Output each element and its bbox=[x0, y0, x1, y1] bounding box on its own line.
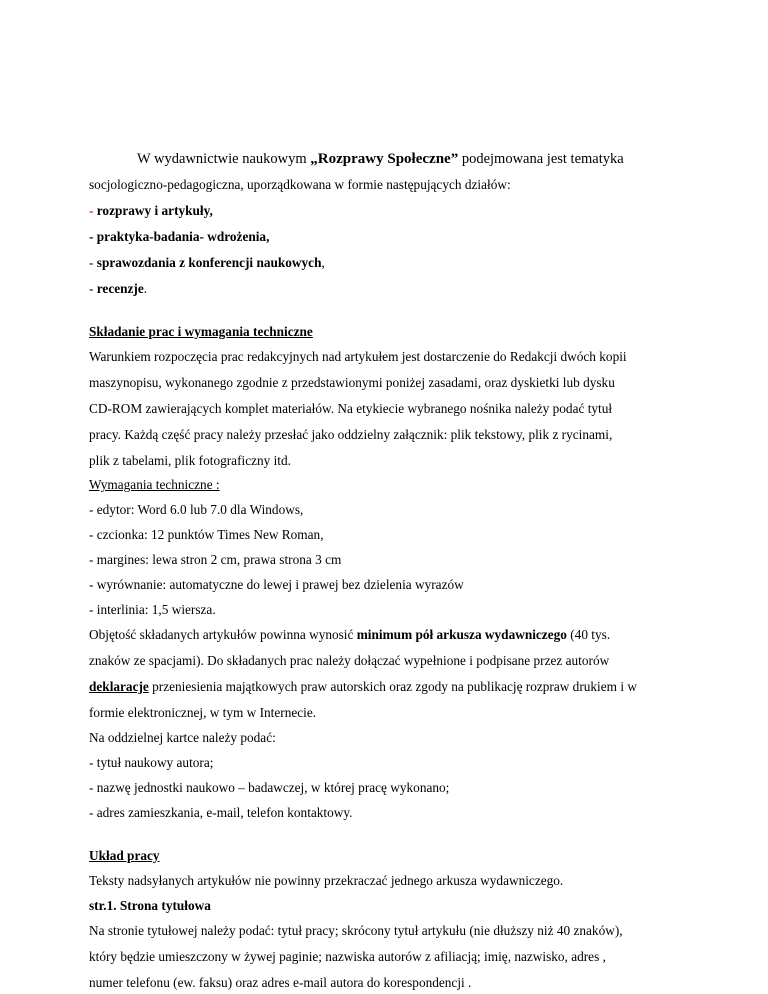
title-page-subheading: str.1. Strona tytułowa bbox=[89, 898, 211, 913]
layout-heading: Układ pracy bbox=[89, 848, 160, 863]
layout-line: Na stronie tytułowej należy podać: tytuł pracy; skrócony tytuł artykułu (nie dłuższy niż 40 znaków), bbox=[89, 923, 623, 938]
tech-req-item: - wyrównanie: automatyczne do lewej i prawej bez dzielenia wyrazów bbox=[89, 577, 464, 592]
tech-req-item: - interlinia: 1,5 wiersza. bbox=[89, 602, 216, 617]
volume-line-4: formie elektronicznej, w tym w Internecie. bbox=[89, 705, 317, 720]
section-list-item: - recenzje. bbox=[89, 281, 148, 296]
submission-line: pracy. Każdą część pracy należy przesłać jako oddzielny załącznik: plik tekstowy, plik z rycinami, bbox=[89, 427, 613, 442]
separate-card-item: - adres zamieszkania, e-mail, telefon kontaktowy. bbox=[89, 805, 353, 820]
separate-card-item: - tytuł naukowy autora; bbox=[89, 755, 214, 770]
volume-line-1: Objętość składanych artykułów powinna wynosić minimum pół arkusza wydawniczego (40 tys. bbox=[89, 627, 611, 642]
tech-req-item: - edytor: Word 6.0 lub 7.0 dla Windows, bbox=[89, 502, 304, 517]
layout-line: Teksty nadsyłanych artykułów nie powinny przekraczać jednego arkusza wydawniczego. bbox=[89, 873, 564, 888]
tech-req-heading: Wymagania techniczne : bbox=[89, 477, 220, 492]
volume-line-2: znaków ze spacjami). Do składanych prac należy dołączać wypełnione i podpisane przez autorów bbox=[89, 653, 610, 668]
journal-title: „Rozprawy Społeczne” bbox=[310, 151, 459, 167]
intro-line-2: socjologiczno-pedagogiczna, uporządkowana w formie następujących działów: bbox=[89, 177, 511, 192]
volume-minimum: minimum pół arkusza wydawniczego bbox=[356, 627, 567, 642]
layout-line: numer telefonu (ew. faksu) oraz adres e-mail autora do korespondencji . bbox=[89, 975, 472, 990]
separate-card-intro: Na oddzielnej kartce należy podać: bbox=[89, 730, 276, 745]
declaration-term: deklaracje bbox=[89, 679, 149, 694]
separate-card-item: - nazwę jednostki naukowo – badawczej, w której pracę wykonano; bbox=[89, 780, 450, 795]
tech-req-item: - czcionka: 12 punktów Times New Roman, bbox=[89, 527, 324, 542]
submission-line: Warunkiem rozpoczęcia prac redakcyjnych nad artykułem jest dostarczenie do Redakcji dwóch kopii bbox=[89, 349, 627, 364]
submission-line: maszynopisu, wykonanego zgodnie z przedstawionymi poniżej zasadami, oraz dyskietki lub dysku bbox=[89, 375, 615, 390]
submission-line: CD-ROM zawierających komplet materiałów. Na etykiecie wybranego nośnika należy podać tytuł bbox=[89, 401, 613, 416]
submission-heading: Składanie prac i wymagania techniczne bbox=[89, 324, 313, 339]
intro-line-1: W wydawnictwie naukowym „Rozprawy Społeczne” podejmowana jest tematyka bbox=[137, 151, 624, 167]
volume-line-3: deklaracje przeniesienia majątkowych praw autorskich oraz zgody na publikację rozpraw drukiem i w bbox=[89, 679, 637, 694]
submission-line: plik z tabelami, plik fotograficzny itd. bbox=[89, 453, 291, 468]
section-list-item: - praktyka-badania- wdrożenia, bbox=[89, 229, 270, 244]
section-list-item: - sprawozdania z konferencji naukowych, bbox=[89, 255, 325, 270]
tech-req-item: - margines: lewa stron 2 cm, prawa strona 3 cm bbox=[89, 552, 342, 567]
layout-line: który będzie umieszczony w żywej paginie; nazwiska autorów z afiliacją; imię, nazwisko, adres , bbox=[89, 949, 606, 964]
section-list-item: - rozprawy i artykuły, bbox=[89, 203, 213, 218]
